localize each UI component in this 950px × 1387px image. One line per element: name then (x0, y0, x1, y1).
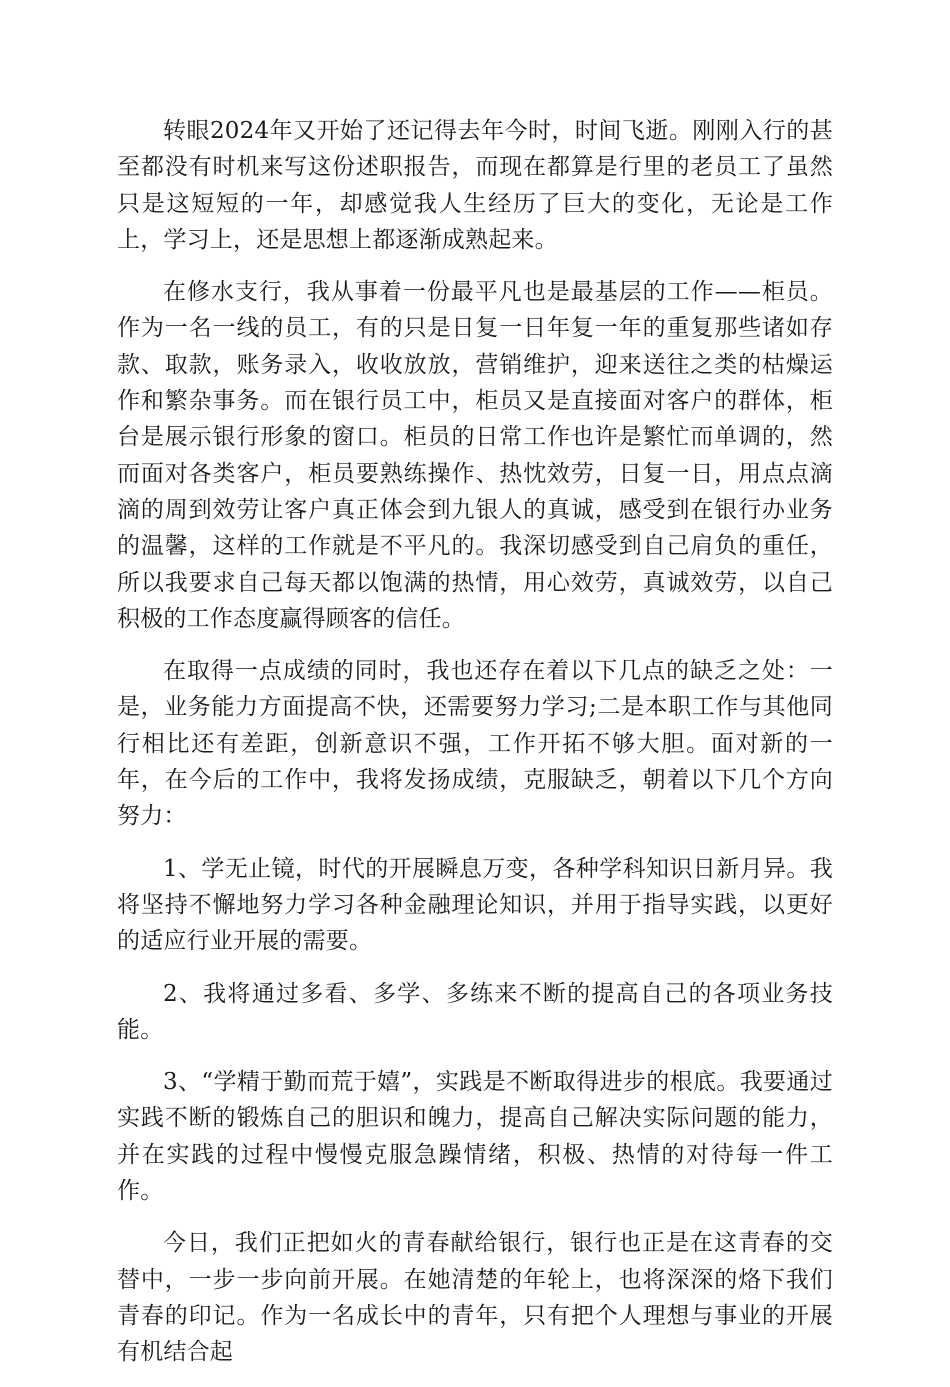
paragraph-intro: 转眼2024年又开始了还记得去年今时，时间飞逝。刚刚入行的甚至都没有时机来写这份述职报告，而现在都算是行里的老员工了虽然只是这短短的一年，却感觉我人生经历了巨大的变化，无论是工作上，学习上，还是思想上都逐渐成熟起来。 (117, 118, 833, 253)
paragraph-teller-work: 在修水支行，我从事着一份最平凡也是最基层的工作——柜员。作为一名一线的员工，有的只是日复一日年复一年的重复那些诸如存款、取款，账务录入，收收放放，营销维护，迎来送往之类的枯燥运作和繁杂事务。而在银行员工中，柜员又是直接面对客户的群体，柜台是展示银行形象的窗口。柜员的日常工作也许是繁忙而单调的，然而面对各类客户，柜员要熟练操作、热忱效劳，日复一日，用点点滴滴的周到效劳让客户真正体会到九银人的真诚，感受到在银行办业务的温馨，这样的工作就是不平凡的。我深切感受到自己肩负的重任，所以我要求自己每天都以饱满的热情，用心效劳，真诚效劳，以自己积极的工作态度赢得顾客的信任。 (117, 279, 833, 632)
paragraph-goal-2: 2、我将通过多看、多学、多练来不断的提高自己的各项业务技能。 (117, 980, 833, 1043)
paragraph-goal-3: 3、“学精于勤而荒于嬉”，实践是不断取得进步的根底。我要通过实践不断的锻炼自己的胆识和魄力，提高自己解决实际问题的能力，并在实践的过程中慢慢克服急躁情绪，积极、热情的对待每一件工作。 (117, 1069, 833, 1205)
paragraph-shortcomings: 在取得一点成绩的同时，我也还存在着以下几点的缺乏之处：一是，业务能力方面提高不快，还需要努力学习;二是本职工作与其他同行相比还有差距，创新意识不强，工作开拓不够大胆。面对新的一年，在今后的工作中，我将发扬成绩，克服缺乏，朝着以下几个方向努力： (117, 658, 833, 830)
document-body (117, 113, 833, 1387)
paragraph-closing: 今日，我们正把如火的青春献给银行，银行也正是在这青春的交替中，一步一步向前开展。在她清楚的年轮上，也将深深的烙下我们青春的印记。作为一名成长中的青年，只有把个人理想与事业的开展有机结合起 (117, 1230, 833, 1366)
paragraph-goal-1: 1、学无止镜，时代的开展瞬息万变，各种学科知识日新月异。我将坚持不懈地努力学习各种金融理论知识，并用于指导实践，以更好的适应行业开展的需要。 (117, 855, 833, 955)
